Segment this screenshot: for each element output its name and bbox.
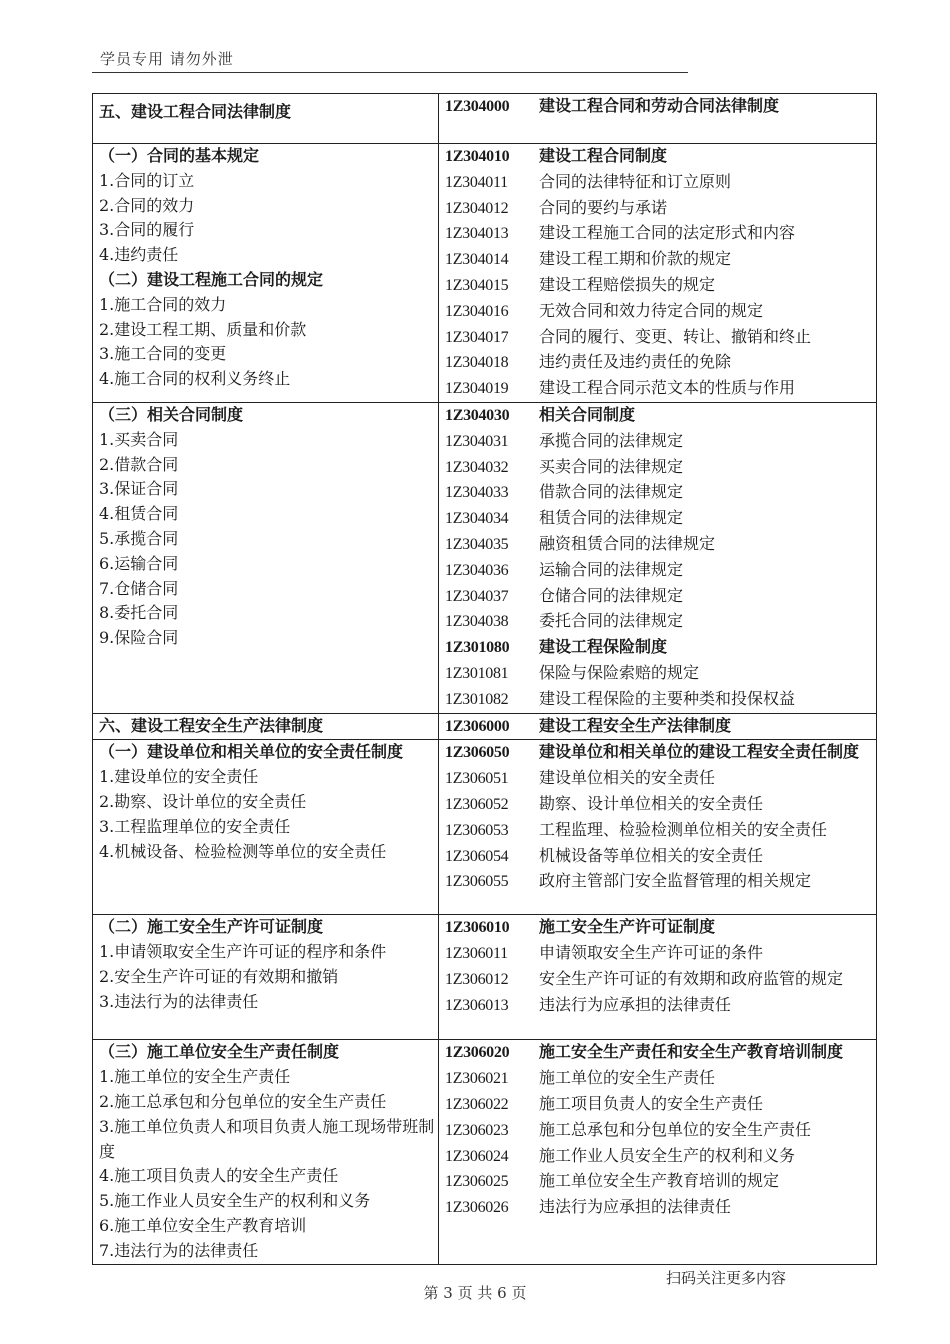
syllabus-code: 1Z306053 (445, 821, 509, 839)
syllabus-topic: 建设工程保险制度 (539, 637, 668, 657)
syllabus-line (445, 584, 876, 610)
syllabus-topic: 建设工程安全生产法律制度 (539, 715, 732, 735)
outline-item: 3.保证合同 (99, 479, 179, 499)
syllabus-code: 1Z306051 (445, 770, 509, 788)
syllabus-line (445, 661, 876, 687)
outline-cell (93, 402, 439, 713)
syllabus-line (445, 1144, 876, 1170)
syllabus-topic: 合同的要约与承诺 (539, 197, 668, 217)
syllabus-code: 1Z304035 (445, 535, 509, 553)
syllabus-topic: 施工安全生产责任和安全生产教育培训制度 (539, 1042, 844, 1062)
section-title: （二）施工安全生产许可证制度 (99, 917, 324, 937)
syllabus-code-cell (439, 94, 877, 144)
syllabus-line (445, 687, 876, 713)
syllabus-code: 1Z301081 (445, 664, 509, 682)
outline-item: 3.工程监理单位的安全责任 (99, 816, 291, 836)
outline-item: 4.施工项目负责人的安全生产责任 (99, 1166, 339, 1186)
syllabus-line (445, 299, 876, 325)
syllabus-code: 1Z301082 (445, 690, 509, 708)
syllabus-line (445, 1092, 876, 1118)
syllabus-topic: 违约责任及违约责任的免除 (539, 352, 732, 372)
syllabus-topic: 施工单位安全生产教育培训的规定 (539, 1171, 780, 1191)
outline-item: 2.施工总承包和分包单位的安全生产责任 (99, 1091, 387, 1111)
table-row (93, 402, 877, 713)
syllabus-line (445, 532, 876, 558)
syllabus-line (445, 993, 876, 1019)
outline-item: 7.仓储合同 (99, 578, 179, 598)
syllabus-code-cell (439, 915, 877, 1040)
outline-item: 6.运输合同 (99, 553, 179, 573)
header-divider (92, 72, 688, 73)
outline-item: 1.施工单位的安全生产责任 (99, 1067, 291, 1087)
syllabus-line (445, 558, 876, 584)
syllabus-topic: 施工总承包和分包单位的安全生产责任 (539, 1119, 812, 1139)
syllabus-code: 1Z301080 (445, 639, 510, 657)
syllabus-line (445, 818, 876, 844)
header-text: 学员专用 请勿外泄 (100, 50, 234, 68)
syllabus-topic: 建设工程赔偿损失的规定 (539, 274, 716, 294)
outline-item: 4.施工合同的权利义务终止 (99, 369, 291, 389)
syllabus-line (445, 455, 876, 481)
table-row (93, 1040, 877, 1265)
syllabus-code-cell (439, 1040, 877, 1265)
syllabus-line (445, 1040, 876, 1066)
outline-cell (93, 144, 439, 403)
syllabus-topic: 仓储合同的法律规定 (539, 585, 684, 605)
syllabus-code: 1Z306021 (445, 1070, 509, 1088)
table-row (93, 915, 877, 1040)
syllabus-code-cell (439, 740, 877, 915)
table-row (93, 740, 877, 915)
outline-item: 1.申请领取安全生产许可证的程序和条件 (99, 942, 387, 962)
syllabus-line (445, 766, 876, 792)
syllabus-line (445, 967, 876, 993)
syllabus-code: 1Z304036 (445, 561, 509, 579)
syllabus-line (445, 635, 876, 661)
syllabus-code: 1Z306022 (445, 1095, 509, 1113)
syllabus-topic: 勘察、设计单位相关的安全责任 (539, 793, 764, 813)
chapter-title: 五、建设工程合同法律制度 (99, 102, 292, 121)
outline-item: 2.合同的效力 (99, 195, 195, 215)
outline-item: 1.买卖合同 (99, 429, 179, 449)
syllabus-topic: 机械设备等单位相关的安全责任 (539, 845, 764, 865)
scan-prompt: 扫码关注更多内容 (666, 1269, 787, 1287)
table-row (93, 713, 877, 740)
syllabus-topic: 借款合同的法律规定 (539, 482, 684, 502)
syllabus-line (445, 1169, 876, 1195)
syllabus-topic: 建设工程施工合同的法定形式和内容 (539, 223, 796, 243)
syllabus-line (445, 480, 876, 506)
syllabus-topic: 建设工程保险的主要种类和投保权益 (539, 688, 796, 708)
syllabus-topic: 建设单位和相关单位的建设工程安全责任制度 (539, 742, 860, 762)
syllabus-line (445, 506, 876, 532)
syllabus-code: 1Z304034 (445, 510, 509, 528)
syllabus-code: 1Z306052 (445, 795, 509, 813)
syllabus-topic: 安全生产许可证的有效期和政府监管的规定 (539, 968, 844, 988)
syllabus-code: 1Z304011 (445, 173, 508, 191)
syllabus-code: 1Z306023 (445, 1121, 509, 1139)
syllabus-code-cell (439, 402, 877, 713)
syllabus-line (445, 1195, 876, 1221)
syllabus-topic: 租赁合同的法律规定 (539, 508, 684, 528)
syllabus-code: 1Z304017 (445, 328, 509, 346)
syllabus-line (445, 1066, 876, 1092)
syllabus-line (445, 376, 876, 402)
syllabus-code: 1Z306050 (445, 744, 510, 762)
syllabus-line (445, 325, 876, 351)
syllabus-code: 1Z306020 (445, 1044, 510, 1062)
syllabus-topic: 违法行为应承担的法律责任 (539, 1197, 732, 1217)
syllabus-code: 1Z304014 (445, 251, 509, 269)
syllabus-topic: 承揽合同的法律规定 (539, 430, 684, 450)
syllabus-code: 1Z306011 (445, 945, 508, 963)
syllabus-code: 1Z306012 (445, 970, 509, 988)
syllabus-line (445, 844, 876, 870)
syllabus-code: 1Z304030 (445, 406, 510, 424)
outline-item: 4.违约责任 (99, 245, 179, 265)
syllabus-topic: 建设单位相关的安全责任 (539, 768, 716, 788)
syllabus-line (445, 740, 876, 766)
outline-item: 8.委托合同 (99, 603, 179, 623)
syllabus-topic: 委托合同的法律规定 (539, 611, 684, 631)
syllabus-line (445, 350, 876, 376)
syllabus-line (445, 609, 876, 635)
outline-item: 3.施工单位负责人和项目负责人施工现场带班制度 (99, 1116, 435, 1161)
syllabus-topic: 买卖合同的法律规定 (539, 456, 684, 476)
syllabus-code: 1Z306013 (445, 996, 509, 1014)
outline-cell (93, 740, 439, 915)
syllabus-code: 1Z304000 (445, 98, 510, 115)
syllabus-code: 1Z304032 (445, 458, 509, 476)
syllabus-code: 1Z304012 (445, 199, 509, 217)
outline-item: 5.承揽合同 (99, 528, 179, 548)
syllabus-topic: 合同的法律特征和订立原则 (539, 171, 732, 191)
outline-item: 6.施工单位安全生产教育培训 (99, 1215, 307, 1235)
chapter-title: 六、建设工程安全生产法律制度 (99, 715, 324, 735)
outline-item: 4.机械设备、检验检测等单位的安全责任 (99, 841, 387, 861)
outline-item: 2.安全生产许可证的有效期和撤销 (99, 966, 339, 986)
syllabus-code: 1Z304037 (445, 587, 509, 605)
syllabus-line (445, 247, 876, 273)
syllabus-code: 1Z306000 (445, 717, 510, 735)
section-title: （二）建设工程施工合同的规定 (99, 269, 324, 289)
syllabus-code: 1Z306010 (445, 919, 510, 937)
syllabus-topic: 施工单位的安全生产责任 (539, 1068, 716, 1088)
table-row (93, 144, 877, 403)
outline-item: 5.施工作业人员安全生产的权利和义务 (99, 1191, 371, 1211)
syllabus-code: 1Z306024 (445, 1147, 509, 1165)
syllabus-code-cell (439, 713, 877, 740)
syllabus-line (445, 144, 876, 170)
syllabus-line (445, 869, 876, 895)
syllabus-topic: 施工安全生产许可证制度 (539, 917, 716, 937)
section-title: （一）合同的基本规定 (99, 146, 260, 165)
syllabus-code: 1Z304031 (445, 432, 509, 450)
outline-item: 7.违法行为的法律责任 (99, 1240, 259, 1260)
outline-item: 2.建设工程工期、质量和价款 (99, 319, 307, 339)
outline-item: 4.租赁合同 (99, 504, 179, 524)
syllabus-code: 1Z304033 (445, 484, 509, 502)
syllabus-topic: 建设工程合同示范文本的性质与作用 (539, 378, 796, 398)
outline-item: 2.勘察、设计单位的安全责任 (99, 791, 307, 811)
syllabus-code: 1Z304015 (445, 276, 509, 294)
outline-item: 1.合同的订立 (99, 170, 195, 190)
outline-cell (93, 1040, 439, 1265)
syllabus-code: 1Z304013 (445, 225, 509, 243)
outline-cell (93, 915, 439, 1040)
outline-cell (93, 94, 439, 144)
section-title: （一）建设单位和相关单位的安全责任制度 (99, 742, 404, 762)
syllabus-line (445, 196, 876, 222)
syllabus-topic: 相关合同制度 (539, 404, 636, 424)
syllabus-line (445, 273, 876, 299)
outline-item: 3.违法行为的法律责任 (99, 991, 259, 1011)
page-number: 第 3 页 共 6 页 (423, 1284, 527, 1302)
syllabus-topic: 工程监理、检验检测单位相关的安全责任 (539, 819, 828, 839)
syllabus-line (445, 941, 876, 967)
syllabus-code: 1Z304010 (445, 148, 510, 165)
syllabus-line (445, 170, 876, 196)
syllabus-topic: 保险与保险索赔的规定 (539, 662, 700, 682)
syllabus-code: 1Z304016 (445, 302, 509, 320)
syllabus-topic: 违法行为应承担的法律责任 (539, 994, 732, 1014)
outline-item: 2.借款合同 (99, 454, 179, 474)
syllabus-topic: 申请领取安全生产许可证的条件 (539, 943, 764, 963)
outline-cell (93, 713, 439, 740)
syllabus-topic: 无效合同和效力待定合同的规定 (539, 300, 764, 320)
syllabus-topic: 运输合同的法律规定 (539, 559, 684, 579)
syllabus-line (445, 915, 876, 941)
syllabus-topic: 建设工程合同制度 (539, 146, 668, 165)
syllabus-code: 1Z304019 (445, 380, 509, 398)
syllabus-line (445, 792, 876, 818)
syllabus-code: 1Z306054 (445, 847, 509, 865)
outline-item: 3.合同的履行 (99, 220, 195, 240)
outline-item: 9.保险合同 (99, 628, 179, 648)
syllabus-table (92, 93, 877, 1265)
syllabus-line (445, 429, 876, 455)
section-title: （三）相关合同制度 (99, 404, 244, 424)
outline-item: 1.建设单位的安全责任 (99, 767, 259, 787)
syllabus-topic: 合同的履行、变更、转让、撤销和终止 (539, 326, 812, 346)
syllabus-topic: 建设工程工期和价款的规定 (539, 249, 732, 269)
syllabus-topic: 政府主管部门安全监督管理的相关规定 (539, 871, 812, 891)
syllabus-code-cell (439, 144, 877, 403)
syllabus-code: 1Z304038 (445, 613, 509, 631)
syllabus-code: 1Z306026 (445, 1199, 509, 1217)
syllabus-line (445, 714, 876, 740)
section-title: （三）施工单位安全生产责任制度 (99, 1042, 340, 1062)
outline-item: 3.施工合同的变更 (99, 344, 227, 364)
syllabus-line (445, 403, 876, 429)
syllabus-code: 1Z306025 (445, 1173, 509, 1191)
syllabus-topic: 施工项目负责人的安全生产责任 (539, 1093, 764, 1113)
syllabus-line (445, 1118, 876, 1144)
syllabus-code: 1Z306055 (445, 873, 509, 891)
syllabus-topic: 建设工程合同和劳动合同法律制度 (539, 96, 780, 115)
table-row (93, 94, 877, 144)
syllabus-line (445, 94, 876, 120)
outline-item: 1.施工合同的效力 (99, 294, 227, 314)
syllabus-topic: 施工作业人员安全生产的权利和义务 (539, 1145, 796, 1165)
syllabus-topic: 融资租赁合同的法律规定 (539, 533, 716, 553)
syllabus-line (445, 221, 876, 247)
syllabus-code: 1Z304018 (445, 354, 509, 372)
